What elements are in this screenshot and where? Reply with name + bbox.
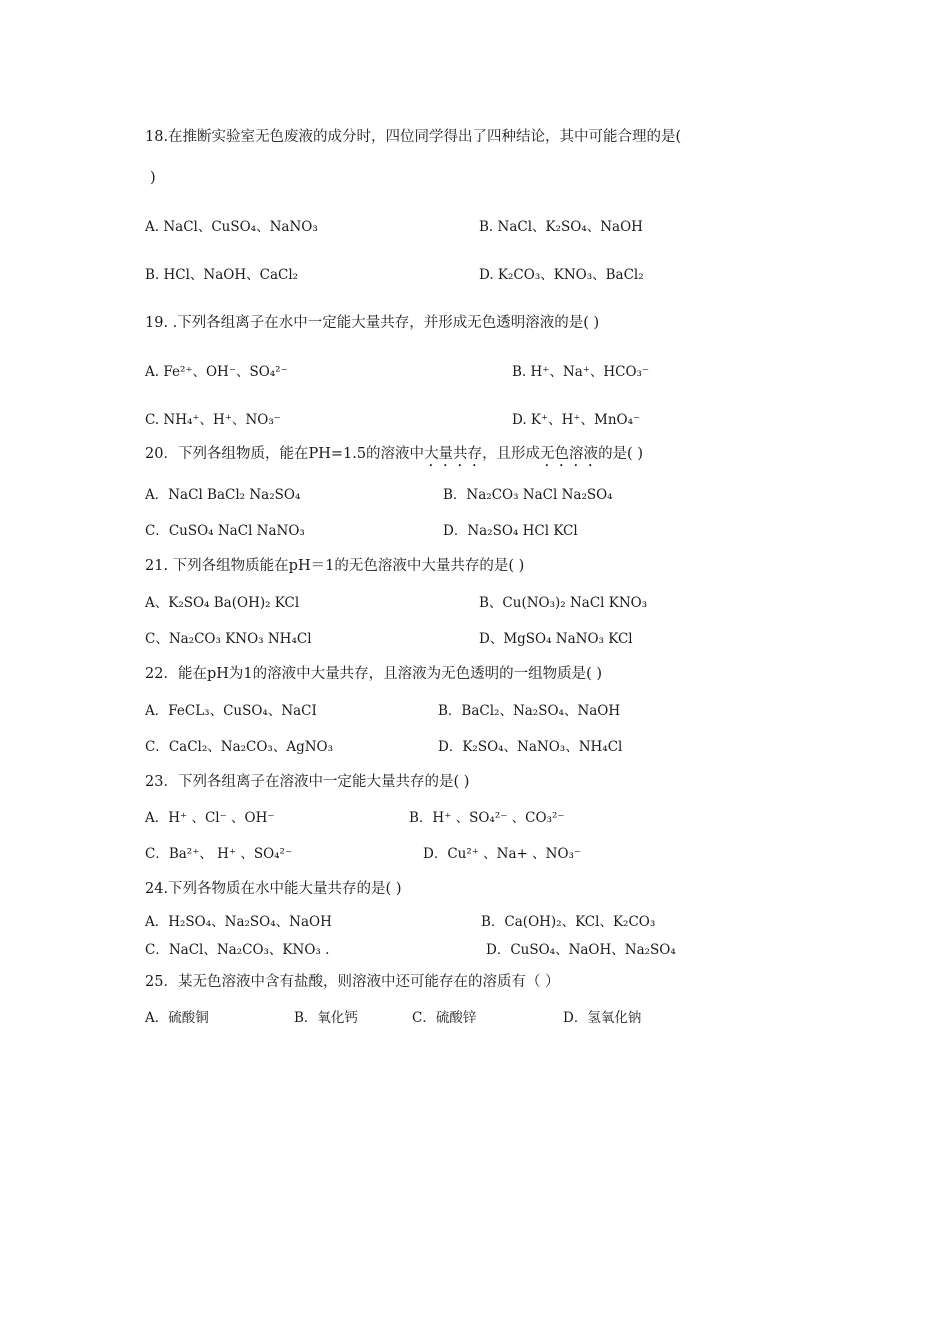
question-20-stem-post: 的是( ) [598,446,643,462]
question-18-option-b: B. NaCl、K₂SO₄、NaOH [479,219,643,235]
question-24-option-a: A．H₂SO₄、Na₂SO₄、NaOH [145,914,332,930]
question-21-option-d: D、MgSO₄ NaNO₃ KCl [479,631,633,647]
question-20-stem-mid: ，且形成 [482,446,541,462]
question-24-stem: 24.下列各物质在水中能大量共存的是( ) [145,881,402,897]
question-24-option-c: C．NaCl、Na₂CO₃、KNO₃ . [145,942,330,958]
question-18-option-d: D. K₂CO₃、KNO₃、BaCl₂ [479,267,644,283]
question-21-option-c: C、Na₂CO₃ KNO₃ NH₄Cl [145,631,312,647]
question-19-option-d: D. K⁺、H⁺、MnO₄⁻ [512,412,641,428]
question-25-option-c: C．硫酸锌 [412,1010,477,1026]
question-20-stem-pre: 20．下列各组物质，能在PH=1.5的溶液中 [145,446,425,462]
question-18-stem: 18.在推断实验室无色废液的成分时，四位同学得出了四种结论，其中可能合理的是( [145,129,682,145]
question-19-option-a: A. Fe²⁺、OH⁻、SO₄²⁻ [145,364,288,380]
question-20-emphasis-2: 无色溶液 [540,446,599,462]
question-23-option-a: A．H⁺ 、Cl⁻ 、OH⁻ [145,810,275,826]
question-22-option-c: C．CaCl₂、Na₂CO₃、AgNO₃ [145,739,334,755]
question-19-stem: 19. .下列各组离子在水中一定能大量共存，并形成无色透明溶液的是( ) [145,315,600,331]
question-22-stem: 22．能在pH为1的溶液中大量共存，且溶液为无色透明的一组物质是( ) [145,666,603,682]
question-23-option-c: C．Ba²⁺、 H⁺ 、SO₄²⁻ [145,846,293,862]
question-21-option-b: B、Cu(NO₃)₂ NaCl KNO₃ [479,595,648,611]
question-20-option-c: C．CuSO₄ NaCl NaNO₃ [145,523,305,539]
question-20-emphasis-1: 大量共存 [424,446,483,462]
question-18-option-a: A. NaCl、CuSO₄、NaNO₃ [145,219,318,235]
question-23-option-b: B．H⁺ 、SO₄²⁻ 、CO₃²⁻ [409,810,565,826]
question-24-option-b: B．Ca(OH)₂、KCl、K₂CO₃ [481,914,656,930]
question-20-stem [145,444,643,470]
question-20-option-a: A．NaCl BaCl₂ Na₂SO₄ [145,487,301,503]
question-25-stem: 25．某无色溶液中含有盐酸，则溶液中还可能存在的溶质有（ ） [145,974,560,990]
question-18-option-c: B. HCl、NaOH、CaCl₂ [145,267,299,283]
question-19-option-b: B. H⁺、Na⁺、HCO₃⁻ [512,364,650,380]
question-22-option-a: A．FeCL₃、CuSO₄、NaCI [145,703,317,719]
question-25-option-b: B．氧化钙 [294,1010,358,1026]
question-20-option-b: B．Na₂CO₃ NaCl Na₂SO₄ [443,487,613,503]
question-21-stem: 21. 下列各组物质能在pH＝1的无色溶液中大量共存的是( ) [145,558,525,574]
question-25-option-a: A．硫酸铜 [145,1010,209,1026]
question-23-stem: 23．下列各组离子在溶液中一定能大量共存的是( ) [145,774,470,790]
question-20-option-d: D．Na₂SO₄ HCl KCl [443,523,578,539]
question-23-option-d: D．Cu²⁺ 、Na+ 、NO₃⁻ [423,846,582,862]
question-25-option-d: D．氢氧化钠 [563,1010,642,1026]
question-18-paren: ) [150,170,156,186]
question-22-option-b: B．BaCl₂、Na₂SO₄、NaOH [438,703,621,719]
question-21-option-a: A、K₂SO₄ Ba(OH)₂ KCl [145,595,300,611]
question-22-option-d: D．K₂SO₄、NaNO₃、NH₄Cl [438,739,623,755]
question-19-option-c: C. NH₄⁺、H⁺、NO₃⁻ [145,412,281,428]
question-24-option-d: D．CuSO₄、NaOH、Na₂SO₄ [486,942,676,958]
